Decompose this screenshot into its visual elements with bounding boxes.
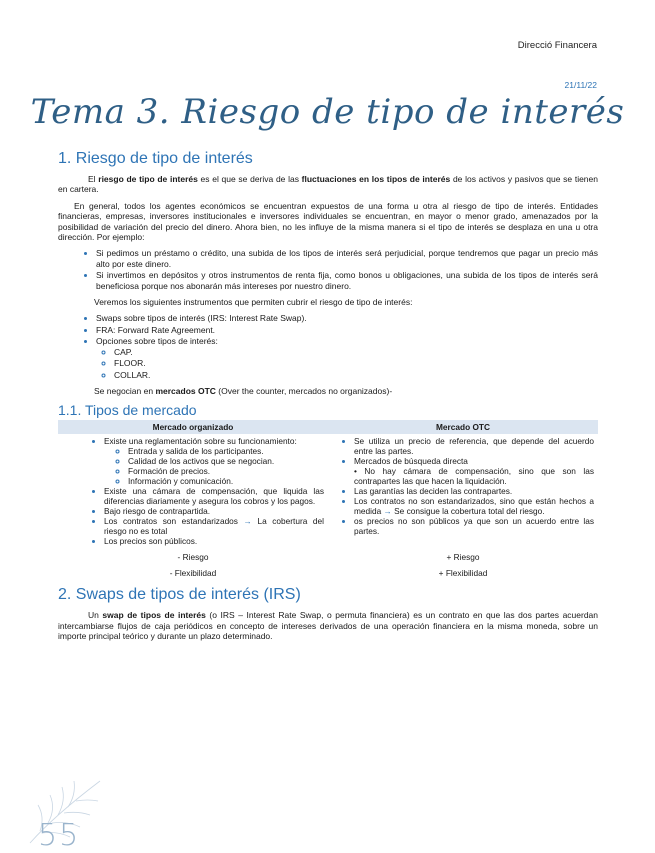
list-item: • Los precios son públicos. [104,536,324,546]
text: de los activos y pasivos que se tienen en cartera. [58,174,598,195]
text: Se negocian en [94,385,156,396]
header-subject: Direcció Financera [517,40,597,51]
page-number: 55 [38,818,81,853]
list-item [354,456,594,486]
section-2-heading: 2. Swaps de tipos de interés (IRS) [58,586,301,604]
table-row [58,548,598,564]
cell-risk-otc: + Riesgo [446,552,480,563]
text: Los contratos son estandarizados [104,516,244,527]
list-item: ◦ FLOOR. [114,358,598,368]
list-item [96,336,598,380]
page-title: Tema 3. Riesgo de tipo de interés [30,92,625,132]
text: Se consigue la cobertura total del riesgo. [394,506,545,517]
otc-list [332,436,594,536]
cell-flex-organized: - Flexibilidad [169,568,217,579]
text: Los contratos no son estandarizados, sino que están hechos a medida [354,496,594,517]
cell-organized [58,434,328,548]
text: La cobertura del riesgo no es total [104,516,325,537]
col-header-organized: Mercado organizado [58,420,328,434]
paragraph-general: En general, todos los agentes económicos se encuentran expuestos de una forma u otra al riesgo de tipo de interés. Entidades financieras, empresas, inversores institucionales e inversores individuales se encuentran, en mayor o menor grado, amenazados por la posibilidad de variación del precio del dinero. Ahora bien, no les influye de la misma manera si el tipo de interés se desplaza en una u otra dirección. Por ejemplo: [58,200,598,243]
sub-list [104,446,324,486]
list-item: ◦ COLLAR. [114,370,598,380]
text: • No hay cámara de compensación, sino que son las contrapartes las que hacen la liquidación. [354,466,594,487]
list-item: ◦ Información y comunicación. [128,476,324,486]
cell-risk-organized: - Riesgo [177,552,209,563]
otc-note [58,386,598,396]
bold-term: fluctuaciones en los tipos de interés [301,174,451,184]
bold-term: mercados OTC [155,385,216,396]
text: El [88,174,99,184]
list-item: • Si invertimos en depósitos y otros instrumentos de renta fija, como bonos u obligaciones, una subida de los tipos de interés será beneficiosa porque nos abonarán más intereses por nuestro dinero. [96,270,598,291]
instruments-list [58,313,598,379]
list-item: • Swaps sobre tipos de interés (IRS: Interest Rate Swap). [96,313,598,323]
text: Un [88,610,103,621]
main-content [58,150,598,648]
cell-otc [328,434,598,548]
paragraph-definition [58,174,598,195]
list-item: • Se utiliza un precio de referencia, que depende del acuerdo entre las partes. [354,436,594,456]
text: Existe una reglamentación sobre su funcionamiento: [104,436,297,447]
list-item: ◦ Entrada y salida de los participantes. [128,446,324,456]
list-item: ◦ CAP. [114,347,598,357]
list-item [354,496,594,516]
table-row [58,564,598,580]
list-item: ◦ Calidad de los activos que se negocian. [128,456,324,466]
col-header-otc: Mercado OTC [328,420,598,434]
text: (o IRS – Interest Rate Swap, o permuta financiera) es un contrato en que las dos partes acuerdan intercambiarse flujos de caja periódicos en concepto de intereses derivados de una operación financiera en la misma moneda, sobre un importe principal teórico y durante un plazo determinado. [58,610,599,642]
list-item: • FRA: Forward Rate Agreement. [96,325,598,335]
header-date: 21/11/22 [564,80,597,90]
text: es el que se deriva de las [197,174,302,184]
bold-term: swap de tipos de interés [102,610,206,621]
section-1-1-heading: 1.1. Tipos de mercado [58,402,197,419]
list-item: • Si pedimos un préstamo o crédito, una subida de los tipos de interés será perjudicial, porque tendremos que pagar un precio más alto por este dinero. [96,248,598,269]
table-header-row [58,420,598,434]
list-item: • Bajo riesgo de contrapartida. [104,506,324,516]
organized-list [62,436,324,546]
cell-flex-otc: + Flexibilidad [438,568,488,579]
bold-term: riesgo de tipo de interés [98,174,198,184]
list-item: • Existe una cámara de compensación, que liquida las diferencias diariamente y asegura los cobros y los pagos. [104,486,324,506]
list-item [104,436,324,486]
list-item: ◦ Formación de precios. [128,466,324,476]
table-row [58,434,598,548]
section-1-heading: 1. Riesgo de tipo de interés [58,150,253,167]
text: Opciones sobre tipos de interés: [96,336,218,347]
text: (Over the counter, mercados no organizados)- [215,385,393,396]
options-list [96,347,598,380]
list-item [104,516,324,536]
instruments-lead: Veremos los siguientes instrumentos que permiten cubrir el riesgo de tipo de interés: [94,297,413,308]
arrow-right-icon: → [383,506,392,517]
arrow-right-icon: → [243,516,252,527]
examples-list [58,248,598,291]
market-types-table [58,420,598,580]
list-item: • Las garantías las deciden las contrapartes. [354,486,594,496]
paragraph-swap-definition [58,610,598,641]
text: Mercados de búsqueda directa [354,456,468,467]
list-item: • os precios no son públicos ya que son un acuerdo entre las partes. [354,516,594,536]
